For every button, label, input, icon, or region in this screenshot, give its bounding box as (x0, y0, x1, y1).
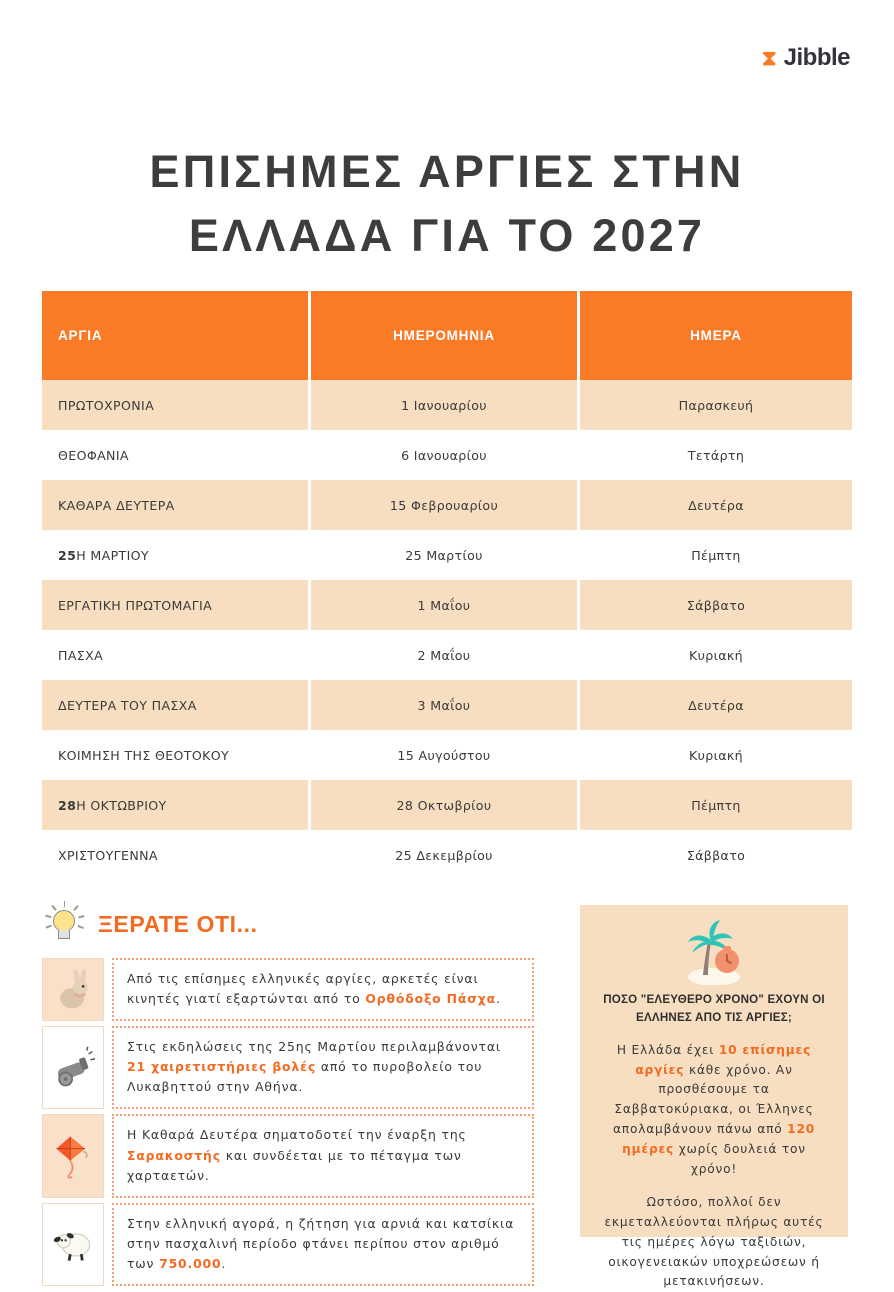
cell-holiday: ΕΡΓΑΤΙΚΗ ΠΡΩΤΟΜΑΓΙΑ (42, 580, 308, 630)
table-row (42, 630, 852, 680)
panel-paragraph: Ωστόσο, πολλοί δεν εκμεταλλεύονται πλήρως αυτές τις ημέρες λόγω ταξιδιών, οικογενειακών υποχρεώσεων ή μετακινήσεων. (604, 1195, 824, 1289)
jibble-logo (762, 44, 850, 72)
fact-text-box (112, 1026, 534, 1109)
fact-item (42, 1114, 534, 1197)
table-row (42, 380, 852, 430)
cell-holiday: ΚΟΙΜΗΣΗ ΤΗΣ ΘΕΟΤΟΚΟΥ (42, 730, 308, 780)
did-you-know-header (42, 898, 534, 950)
lightbulb-icon (42, 901, 86, 947)
table-row (42, 430, 852, 480)
cell-day: Παρασκευή (580, 380, 852, 430)
kite-icon (42, 1114, 104, 1197)
column-header-day: ΗΜΕΡΑ (580, 291, 852, 380)
fact-item (42, 1203, 534, 1286)
cell-date: 3 Μαΐου (311, 680, 577, 730)
holidays-table (42, 291, 852, 880)
cell-day: Σάββατο (580, 830, 852, 880)
fact-text: Η Καθαρά Δευτέρα σηματοδοτεί την έναρξη της Σαρακοστής και συνδέεται με το πέταγμα των χαρταετών. (127, 1127, 467, 1183)
cell-day: Κυριακή (580, 730, 852, 780)
cell-day: Πέμπτη (580, 780, 852, 830)
table-row (42, 680, 852, 730)
palm-tree-icon (678, 919, 750, 985)
fact-text: Στην ελληνική αγορά, η ζήτηση για αρνιά και κατσίκια στην πασχαλινή περίοδο φτάνει περίπου στον αριθμό των 750.000. (127, 1215, 515, 1271)
cell-date: 2 Μαΐου (311, 630, 577, 680)
cell-date: 6 Ιανουαρίου (311, 430, 577, 480)
rabbit-icon (42, 958, 104, 1021)
table-row (42, 780, 852, 830)
sheep-icon (42, 1203, 104, 1286)
did-you-know-title: ΞΕΡΑΤΕ ΟΤΙ... (98, 910, 258, 937)
cell-date: 25 Δεκεμβρίου (311, 830, 577, 880)
column-header-date: ΗΜΕΡΟΜΗΝΙΑ (311, 291, 577, 380)
table-row (42, 530, 852, 580)
page-title: ΕΠΙΣΗΜΕΣ ΑΡΓΙΕΣ ΣΤΗΝ ΕΛΛΑΔΑ ΓΙΑ ΤΟ 2027 (149, 146, 745, 261)
cell-day: Δευτέρα (580, 680, 852, 730)
fact-text-box (112, 1114, 534, 1197)
brand-name: Jibble (783, 44, 850, 71)
cell-holiday: ΚΑΘΑΡΑ ΔΕΥΤΕΡΑ (42, 480, 308, 530)
fact-text-box (112, 958, 534, 1021)
panel-paragraph: Η Ελλάδα έχει 10 επίσημες αργίες κάθε χρόνο. Αν προσθέσουμε τα Σαββατοκύριακα, οι Έλληνες απολαμβάνουν πάνω από 120 ημέρες χωρίς δουλειά τον χρόνο! (612, 1042, 816, 1176)
cell-holiday: 25 Η ΜΑΡΤΙΟΥ (42, 530, 308, 580)
cell-day: Σάββατο (580, 580, 852, 630)
cell-day: Πέμπτη (580, 530, 852, 580)
cell-holiday: 28 Η ΟΚΤΩΒΡΙΟΥ (42, 780, 308, 830)
fact-item (42, 958, 534, 1021)
cell-day: Κυριακή (580, 630, 852, 680)
free-time-panel (580, 905, 848, 1289)
panel-heading: ΠΟΣΟ "ΕΛΕΥΘΕΡΟ ΧΡΟΝΟ" ΕΧΟΥΝ ΟΙ ΕΛΛΗΝΕΣ ΑΠΟ ΤΙΣ ΑΡΓΙΕΣ; (603, 993, 825, 1024)
table-row (42, 830, 852, 880)
table-row (42, 480, 852, 530)
column-header-holiday: ΑΡΓΙΑ (42, 291, 308, 380)
cell-holiday: ΔΕΥΤΕΡΑ ΤΟΥ ΠΑΣΧΑ (42, 680, 308, 730)
table-row (42, 730, 852, 780)
cell-date: 25 Μαρτίου (311, 530, 577, 580)
cannon-icon (42, 1026, 104, 1109)
cell-date: 1 Μαΐου (311, 580, 577, 630)
cell-day: Τετάρτη (580, 430, 852, 480)
cell-date: 1 Ιανουαρίου (311, 380, 577, 430)
did-you-know-section (42, 898, 534, 1286)
fact-item (42, 1026, 534, 1109)
table-header-row (42, 291, 852, 380)
hourglass-icon: ⧗ (761, 45, 777, 70)
fact-text: Στις εκδηλώσεις της 25ης Μαρτίου περιλαμβάνονται 21 χαιρετιστήριες βολές από το πυροβολείο του Λυκαβηττού στην Αθήνα. (127, 1039, 501, 1095)
table-row (42, 580, 852, 630)
cell-date: 28 Οκτωβρίου (311, 780, 577, 830)
facts-list (42, 958, 534, 1286)
cell-date: 15 Αυγούστου (311, 730, 577, 780)
fact-text: Από τις επίσημες ελληνικές αργίες, αρκετές είναι κινητές γιατί εξαρτώνται από το Ορθόδοξο Πάσχα. (127, 971, 501, 1007)
cell-holiday: ΘΕΟΦΑΝΙΑ (42, 430, 308, 480)
cell-holiday: ΧΡΙΣΤΟΥΓΕΝΝΑ (42, 830, 308, 880)
fact-text-box (112, 1203, 534, 1286)
cell-date: 15 Φεβρουαρίου (311, 480, 577, 530)
cell-day: Δευτέρα (580, 480, 852, 530)
cell-holiday: ΠΑΣΧΑ (42, 630, 308, 680)
cell-holiday: ΠΡΩΤΟΧΡΟΝΙΑ (42, 380, 308, 430)
